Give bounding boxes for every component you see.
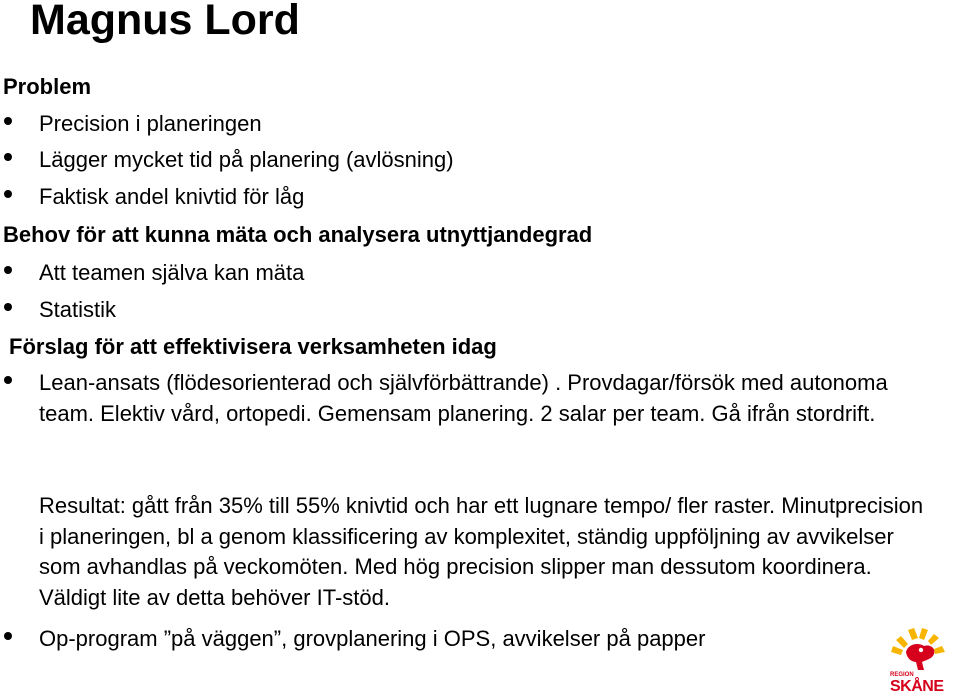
- proposal-result-text: Resultat: gått från 35% till 55% knivtid och har ett lugnare tempo/ fler raster. Minutprecision i planeringen, bl a genom klassificering av komplexitet, ständig uppföljning av avvikelser som avhandlas på veckomöten. Med hög precision slipper man dessutom koordinera. Väldigt lite av detta behöver IT-stöd.: [39, 493, 924, 611]
- logo-region-label: REGION: [890, 672, 914, 678]
- problem-item-text: Lägger mycket tid på planering (avlösning): [39, 147, 454, 172]
- logo-name: SKÅNE: [890, 678, 944, 695]
- heading-proposal: Förslag för att effektivisera verksamheten idag: [9, 334, 497, 359]
- slide-title: Magnus Lord: [30, 0, 300, 44]
- region-skane-logo: [888, 626, 958, 699]
- bullet-icon: [4, 190, 12, 198]
- bullet-icon: [4, 117, 12, 125]
- bullet-icon: [4, 632, 12, 640]
- bullet-icon: [4, 266, 12, 274]
- griffin-sun-icon: [888, 626, 958, 674]
- proposal-op-text: Op-program ”på väggen”, grovplanering i OPS, avvikelser på papper: [39, 626, 706, 651]
- problem-item-text: Faktisk andel knivtid för låg: [39, 184, 305, 209]
- proposal-lean-text: Lean-ansats (flödesorienterad och självförbättrande) . Provdagar/försök med autonoma team. Elektiv vård, ortopedi. Gemensam planering. 2 salar per team. Gå ifrån stordrift.: [39, 370, 888, 426]
- bullet-icon: [4, 153, 12, 161]
- problem-item-text: Precision i planeringen: [39, 111, 262, 136]
- heading-problem: Problem: [3, 74, 92, 99]
- bullet-icon: [4, 303, 12, 311]
- need-item-text: Statistik: [39, 297, 117, 322]
- bullet-icon: [4, 376, 12, 384]
- heading-need: Behov för att kunna mäta och analysera utnyttjandegrad: [3, 222, 593, 247]
- need-item-text: Att teamen själva kan mäta: [39, 260, 305, 285]
